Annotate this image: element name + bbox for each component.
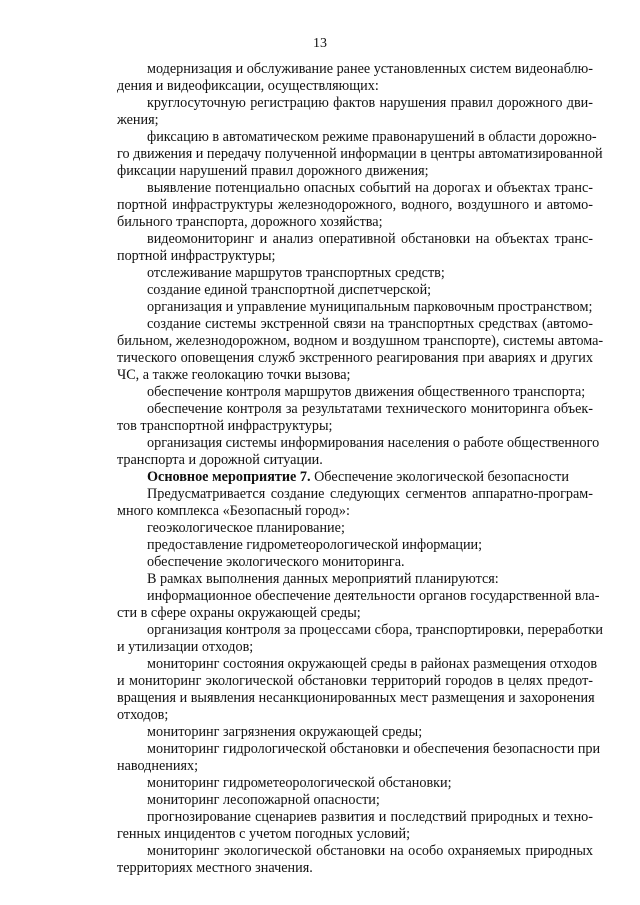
section-heading xyxy=(147,469,593,486)
text-line: го движения и передачу полученной информации в центры автоматизированной xyxy=(117,146,603,162)
text-line: портной инфраструктуры железнодорожного, водного, воздушного и автомо- xyxy=(117,197,593,213)
page-number: 13 xyxy=(313,36,327,51)
text-line: выявление потенциально опасных событий на дорогах и объектах транс- xyxy=(147,180,593,196)
text-line: тического оповещения служб экстренного реагирования при авариях и других xyxy=(117,350,593,366)
text-line: модернизация и обслуживание ранее установленных систем видеонаблю- xyxy=(147,61,593,77)
text-line: жения; xyxy=(117,112,159,128)
text-line: обеспечение контроля за результатами технического мониторинга объек- xyxy=(147,401,593,417)
text-line: геоэкологическое планирование; xyxy=(147,520,345,536)
text-line: информационное обеспечение деятельности органов государственной вла- xyxy=(147,588,600,604)
heading-text: Обеспечение экологической безопасности xyxy=(314,469,569,485)
text-line: наводнениях; xyxy=(117,758,199,774)
text-line: мониторинг экологической обстановки на особо охраняемых природных xyxy=(147,843,593,859)
text-line: мониторинг состояния окружающей среды в районах размещения отходов xyxy=(147,656,598,672)
text-line: вращения и выявления несанкционированных мест размещения и захоронения xyxy=(117,690,595,706)
text-line: круглосуточную регистрацию фактов нарушения правил дорожного дви- xyxy=(147,95,593,111)
text-line: фиксации нарушений правил дорожного движения; xyxy=(117,163,429,179)
text-line: организация и управление муниципальным парковочным пространством; xyxy=(147,299,593,315)
text-line: создание системы экстренной связи на транспортных средствах (автомо- xyxy=(147,316,593,332)
text-line: ЧС, а также геолокацию точки вызова; xyxy=(117,367,351,383)
text-line: бильном, железнодорожном, водном и воздушном транспорте), системы автома- xyxy=(117,333,604,349)
text-line: мониторинг гидрометеорологической обстановки; xyxy=(147,775,452,791)
text-line: организация системы информирования населения о работе общественного xyxy=(147,435,600,451)
text-line: тов транспортной инфраструктуры; xyxy=(117,418,333,434)
text-line: дения и видеофиксации, осуществляющих: xyxy=(117,78,379,94)
text-line: много комплекса «Безопасный город»: xyxy=(117,503,350,519)
text-line: видеомониторинг и анализ оперативной обстановки на объектах транс- xyxy=(147,231,593,247)
text-line: создание единой транспортной диспетчерской; xyxy=(147,282,432,298)
text-line: территориях местного значения. xyxy=(117,860,313,876)
text-line: и мониторинг экологической обстановки территорий городов в целях предот- xyxy=(117,673,593,689)
text-line: сти в сфере охраны окружающей среды; xyxy=(117,605,361,621)
text-line: транспорта и дорожной ситуации. xyxy=(117,452,323,468)
text-line: фиксацию в автоматическом режиме правонарушений в области дорожно- xyxy=(147,129,597,145)
text-line: предоставление гидрометеорологической информации; xyxy=(147,537,483,553)
text-line: мониторинг лесопожарной опасности; xyxy=(147,792,380,808)
text-line: отслеживание маршрутов транспортных средств; xyxy=(147,265,445,281)
text-line: Предусматривается создание следующих сегментов аппаратно-програм- xyxy=(147,486,593,502)
text-line: портной инфраструктуры; xyxy=(117,248,276,264)
text-line: отходов; xyxy=(117,707,169,723)
text-line: мониторинг загрязнения окружающей среды; xyxy=(147,724,423,740)
text-line: обеспечение контроля маршрутов движения общественного транспорта; xyxy=(147,384,586,400)
text-line: прогнозирование сценариев развития и последствий природных и техно- xyxy=(147,809,593,825)
text-line: мониторинг гидрологической обстановки и обеспечения безопасности при xyxy=(147,741,601,757)
heading-bold-label: Основное мероприятие 7. xyxy=(147,469,311,485)
text-line: В рамках выполнения данных мероприятий планируются: xyxy=(147,571,499,587)
text-line: обеспечение экологического мониторинга. xyxy=(147,554,405,570)
text-line: генных инцидентов с учетом погодных условий; xyxy=(117,826,411,842)
text-line: бильного транспорта, дорожного хозяйства; xyxy=(117,214,383,230)
text-line: организация контроля за процессами сбора, транспортировки, переработки xyxy=(147,622,603,638)
text-line: и утилизации отходов; xyxy=(117,639,254,655)
